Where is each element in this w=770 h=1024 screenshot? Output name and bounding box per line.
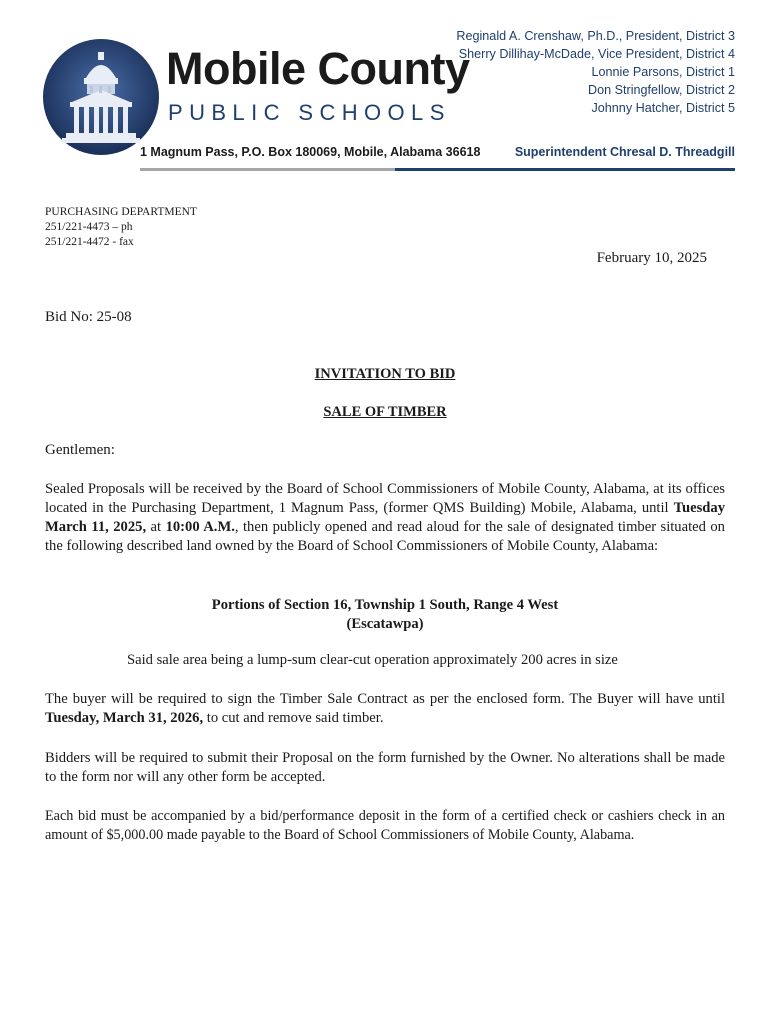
board-member: Don Stringfellow, District 2 [588, 83, 735, 97]
department-block [45, 205, 197, 250]
board-member: Reginald A. Crenshaw, Ph.D., President, District 3 [456, 29, 735, 43]
paragraph-text: , then publicly opened and read aloud for the sale of designated timber situated on the following described land owned by the Board of School Commissioners of Mobile County, Alabama: [45, 519, 725, 554]
deadline-time: 10:00 A.M. [165, 519, 235, 535]
paragraph-proposal-form: Bidders will be required to submit their Proposal on the form furnished by the Owner. No alterations shall be made to the form nor will any other form be accepted. [45, 750, 725, 785]
paragraph-contract [45, 690, 725, 728]
divider-gray [140, 168, 395, 171]
sale-area-text: Said sale area being a lump-sum clear-cut operation approximately 200 acres in size [127, 652, 618, 668]
paragraph-deposit: Each bid must be accompanied by a bid/performance deposit in the form of a certified check or cashiers check in an amount of $5,000.00 made payable to the Board of School Commissioners of Mobile County, Alabama. [45, 808, 725, 843]
org-subtitle: PUBLIC SCHOOLS [168, 100, 451, 125]
board-members [456, 27, 735, 117]
board-member: Sherry Dillihay-McDade, Vice President, District 4 [458, 47, 735, 61]
org-address: 1 Magnum Pass, P.O. Box 180069, Mobile, Alabama 36618 [140, 145, 481, 159]
paragraph-text: at [146, 519, 166, 535]
paragraph-text: The buyer will be required to sign the Timber Sale Contract as per the enclosed form. The Buyer will have until [45, 691, 725, 707]
board-member: Johnny Hatcher, District 5 [591, 101, 735, 115]
paragraph-text: Sealed Proposals will be received by the Board of School Commissioners of Mobile County, Alabama, at its offices located in the Purchasing Department, 1 Magnum Pass, (former QMS Building) Mobile, Alabama, until [45, 481, 725, 516]
school-seal-logo [42, 38, 160, 156]
letter-date: February 10, 2025 [596, 250, 707, 266]
sale-title: SALE OF TIMBER [323, 404, 447, 420]
org-name: Mobile County [166, 43, 470, 94]
department-phone: 251/221-4473 – ph [45, 221, 133, 233]
land-location [0, 596, 770, 634]
location-line: (Escatawpa) [346, 616, 424, 632]
board-member: Lonnie Parsons, District 1 [591, 65, 735, 79]
paragraph-proposals [45, 480, 725, 556]
department-fax: 251/221-4472 - fax [45, 236, 134, 248]
location-line: Portions of Section 16, Township 1 South, Range 4 West [211, 597, 559, 613]
paragraph-text: to cut and remove said timber. [203, 710, 384, 726]
salutation: Gentlemen: [45, 442, 115, 458]
deadline-date: Tuesday March 11, 2025, [45, 500, 725, 535]
divider-blue [395, 168, 735, 171]
removal-deadline: Tuesday, March 31, 2026, [45, 710, 204, 726]
bid-number: Bid No: 25-08 [45, 309, 132, 325]
department-name: PURCHASING DEPARTMENT [45, 206, 197, 218]
invitation-title: INVITATION TO BID [314, 366, 456, 382]
superintendent: Superintendent Chresal D. Threadgill [514, 145, 735, 159]
